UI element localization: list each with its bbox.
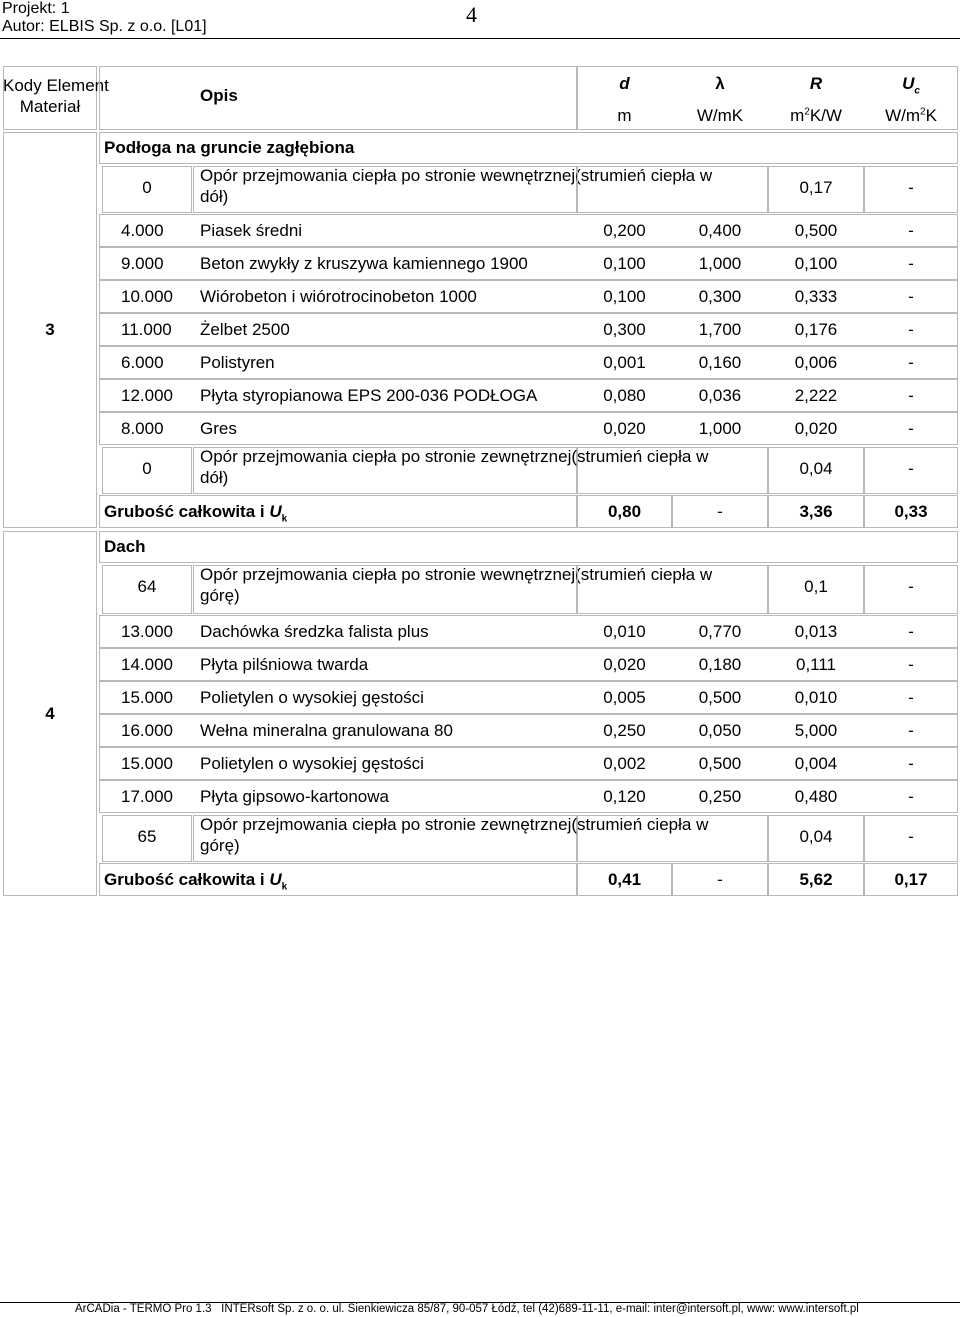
row-desc-cont: dół) — [200, 468, 229, 487]
unit-lambda: W/mK — [696, 106, 744, 125]
total-uc: 0,33 — [894, 502, 928, 521]
row-code: 13.000 — [121, 622, 173, 641]
row-d: 0,002 — [603, 754, 646, 773]
row-desc: Opór przejmowania ciepła po stronie zewnętrznej(strumień ciepła w — [200, 815, 709, 834]
row-code: 65 — [137, 827, 157, 846]
unit-uc-base: W/m — [885, 106, 921, 125]
row-desc: Polietylen o wysokiej gęstości — [200, 688, 424, 707]
row-desc: Dachówka średzka falista plus — [200, 622, 429, 641]
header-opis: Opis — [200, 86, 238, 105]
row-code: 15.000 — [121, 688, 173, 707]
row-d: 0,250 — [603, 721, 646, 740]
row-code: 8.000 — [121, 419, 164, 438]
row-d: 0,020 — [603, 655, 646, 674]
header-kody: Kody Element — [3, 76, 109, 95]
row-r: 0,04 — [799, 459, 833, 478]
row-desc: Wiórobeton i wiórotrocinobeton 1000 — [200, 287, 477, 306]
row-d: 0,020 — [603, 419, 646, 438]
header-d: d — [619, 74, 630, 93]
author-label: Autor: ELBIS Sp. z o.o. [L01] — [2, 18, 207, 35]
row-uc: - — [908, 721, 914, 740]
row-d: 0,005 — [603, 688, 646, 707]
row-code: 9.000 — [121, 254, 164, 273]
header-uc — [864, 74, 958, 96]
row-lambda: 1,000 — [698, 254, 742, 273]
row-d: 0,100 — [603, 254, 646, 273]
row-code: 16.000 — [121, 721, 173, 740]
row-d: 0,010 — [603, 622, 646, 641]
row-desc: Wełna mineralna granulowana 80 — [200, 721, 453, 740]
section-title-cell — [99, 531, 958, 563]
row-desc: Polistyren — [200, 353, 275, 372]
row-code: 11.000 — [121, 320, 172, 339]
header-cell-opis — [99, 66, 577, 130]
row-r: 0,004 — [794, 754, 838, 773]
total-d: 0,80 — [607, 502, 642, 521]
row-desc-cont: dół) — [200, 187, 229, 206]
row-uc: - — [908, 655, 914, 674]
row-lambda: 0,400 — [698, 221, 742, 240]
row-r: 0,010 — [794, 688, 838, 707]
total-label-sub: k — [281, 513, 288, 525]
row-lambda: 1,000 — [698, 419, 742, 438]
row-r: 0,176 — [794, 320, 838, 339]
row-uc: - — [908, 287, 914, 306]
total-label — [104, 870, 287, 892]
row-d: 0,120 — [603, 787, 646, 806]
row-desc: Piasek średni — [200, 221, 303, 240]
row-desc: Płyta pilśniowa twarda — [200, 655, 369, 674]
row-desc-cont: górę) — [200, 586, 240, 605]
project-label: Projekt: 1 — [2, 0, 70, 17]
row-code: 64 — [137, 577, 157, 596]
header-divider — [0, 38, 960, 39]
unit-r-sup: 2 — [804, 106, 810, 118]
row-code: 15.000 — [121, 754, 173, 773]
row-uc: - — [908, 688, 914, 707]
row-uc: - — [908, 254, 914, 273]
row-lambda: 0,180 — [698, 655, 742, 674]
header-material: Materiał — [19, 97, 81, 116]
footer-app: ArCADia - TERMO Pro 1.3 — [75, 1303, 212, 1315]
header-uc-symbol: U — [902, 74, 915, 93]
row-lambda: 1,700 — [698, 320, 742, 339]
row-uc: - — [908, 419, 914, 438]
row-code: 6.000 — [121, 353, 164, 372]
row-uc: - — [908, 320, 914, 339]
row-lambda: 0,050 — [698, 721, 742, 740]
row-uc: - — [908, 221, 914, 240]
row-r: 0,04 — [799, 827, 833, 846]
total-label — [104, 502, 287, 524]
row-r: 0,013 — [794, 622, 838, 641]
blank-values-cell — [577, 447, 768, 494]
row-lambda: 0,770 — [698, 622, 742, 641]
row-r: 0,333 — [794, 287, 838, 306]
header-lambda: λ — [715, 74, 725, 93]
row-lambda: 0,300 — [698, 287, 742, 306]
row-code: 0 — [142, 178, 152, 197]
row-desc: Beton zwykły z kruszywa kamiennego 1900 — [200, 254, 528, 273]
row-r: 0,1 — [804, 577, 828, 596]
row-lambda: 0,250 — [698, 787, 742, 806]
row-code: 17.000 — [121, 787, 173, 806]
section-title: Podłoga na gruncie zagłębiona — [104, 138, 355, 157]
row-r: 0,500 — [794, 221, 838, 240]
row-uc: - — [908, 459, 914, 478]
section-number: 4 — [45, 703, 55, 723]
row-desc-cont: górę) — [200, 836, 240, 855]
row-d: 0,300 — [603, 320, 646, 339]
section-number: 3 — [45, 320, 55, 339]
total-label-u: U — [269, 502, 282, 521]
row-desc: Płyta gipsowo-kartonowa — [200, 787, 389, 806]
row-r: 0,480 — [794, 787, 838, 806]
total-d: 0,41 — [607, 870, 642, 889]
total-label-u: U — [269, 870, 282, 889]
unit-r-tail: K/W — [809, 106, 842, 125]
row-code: 10.000 — [121, 287, 173, 306]
row-desc: Płyta styropianowa EPS 200-036 PODŁOGA — [200, 386, 538, 405]
row-lambda: 0,500 — [698, 754, 742, 773]
blank-values-cell — [577, 815, 768, 862]
total-lambda: - — [717, 502, 723, 521]
blank-values-cell — [577, 166, 768, 213]
unit-r — [768, 106, 864, 126]
total-lambda: - — [717, 870, 723, 889]
row-uc: - — [908, 787, 914, 806]
row-desc: Opór przejmowania ciepła po stronie wewnętrznej(strumień ciepła w — [200, 565, 713, 584]
row-desc: Gres — [200, 419, 237, 438]
row-desc: Opór przejmowania ciepła po stronie zewnętrznej(strumień ciepła w — [200, 447, 709, 466]
row-lambda: 0,036 — [698, 386, 742, 405]
row-uc: - — [908, 827, 914, 846]
total-label-sub: k — [281, 881, 288, 893]
row-uc: - — [908, 353, 914, 372]
row-desc: Żelbet 2500 — [200, 320, 290, 339]
row-uc: - — [908, 178, 914, 197]
header-uc-sub: c — [914, 85, 920, 97]
section-title: Dach — [104, 537, 146, 556]
unit-d: m — [617, 106, 632, 125]
row-d: 0,100 — [603, 287, 646, 306]
blank-values-cell — [577, 565, 768, 614]
page-footer — [75, 1303, 859, 1315]
page-header — [2, 0, 207, 36]
row-r: 0,006 — [794, 353, 838, 372]
row-d: 0,001 — [603, 353, 646, 372]
row-uc: - — [908, 577, 914, 596]
row-desc: Opór przejmowania ciepła po stronie wewnętrznej(strumień ciepła w — [200, 166, 713, 185]
unit-uc-sup: 2 — [920, 106, 926, 118]
row-d: 0,080 — [603, 386, 646, 405]
row-uc: - — [908, 386, 914, 405]
total-label-text: Grubość całkowita i — [104, 870, 270, 889]
unit-uc — [864, 106, 958, 126]
row-r: 0,020 — [794, 419, 838, 438]
row-code: 14.000 — [121, 655, 173, 674]
row-uc: - — [908, 622, 914, 641]
row-d: 0,200 — [603, 221, 646, 240]
row-code: 0 — [142, 459, 152, 478]
total-label-text: Grubość całkowita i — [104, 502, 270, 521]
footer-company: INTERsoft Sp. z o. o. ul. Sienkiewicza 85/87, 90-057 Łódź, tel (42)689-11-11, e-mail: inter@intersoft.pl, www: www.intersoft.pl — [221, 1303, 859, 1315]
row-r: 0,17 — [799, 178, 833, 197]
row-desc: Polietylen o wysokiej gęstości — [200, 754, 424, 773]
row-r: 2,222 — [794, 386, 838, 405]
unit-uc-tail: K — [925, 106, 937, 125]
page-number: 4 — [466, 2, 477, 27]
unit-r-base: m — [790, 106, 805, 125]
header-r: R — [809, 74, 823, 93]
total-r: 3,36 — [799, 502, 833, 521]
total-r: 5,62 — [799, 870, 833, 889]
row-r: 0,111 — [795, 655, 837, 674]
row-uc: - — [908, 754, 914, 773]
row-lambda: 0,500 — [698, 688, 742, 707]
row-lambda: 0,160 — [698, 353, 742, 372]
row-r: 5,000 — [794, 721, 838, 740]
row-code: 4.000 — [121, 221, 164, 240]
row-code: 12.000 — [121, 386, 173, 405]
total-uc: 0,17 — [894, 870, 928, 889]
row-r: 0,100 — [794, 254, 838, 273]
